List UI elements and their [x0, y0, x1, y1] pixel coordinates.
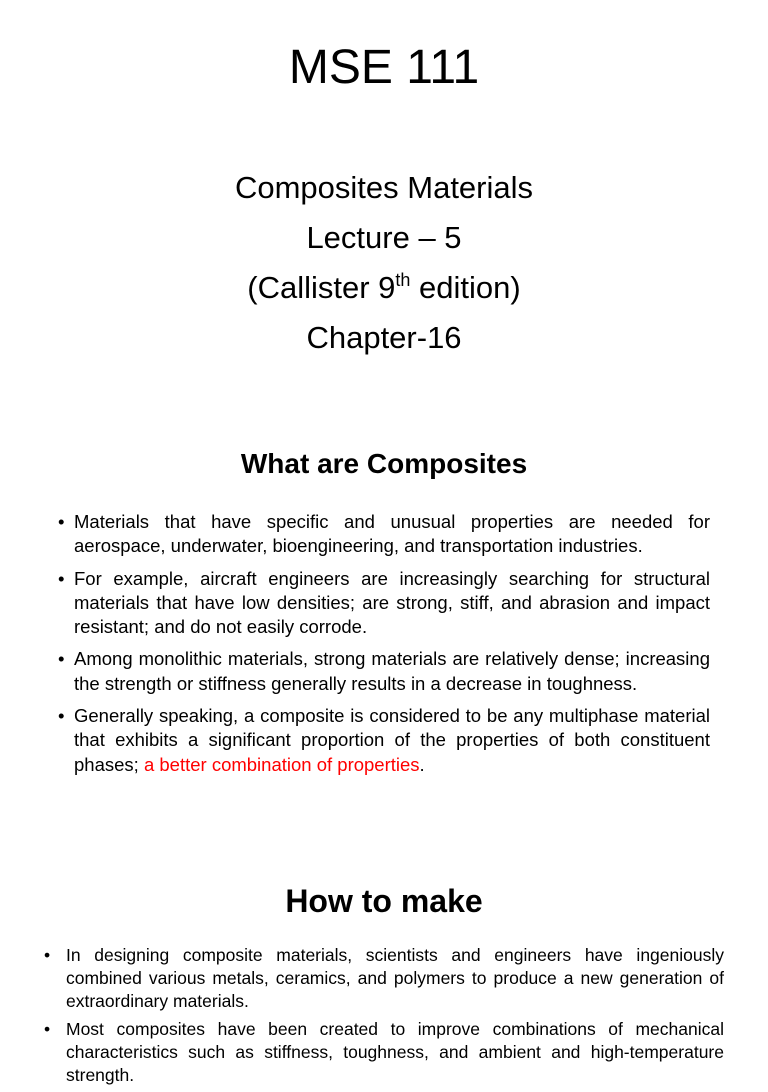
bullet-marker: •	[58, 705, 65, 727]
list-item	[58, 510, 710, 559]
bullet-text: Generally speaking, a composite is considered to be any multiphase material that exhibits a significant proportion of the properties of both constituent phases;	[74, 705, 710, 775]
subject-line: Composites Materials	[234, 170, 534, 205]
bullet-text: For example, aircraft engineers are increasingly searching for structural materials that have low densities; are strong, stiff, and abrasion and impact resistant; and do not easily corrode.	[74, 567, 710, 638]
course-title: MSE 111	[288, 41, 480, 94]
textbook-suffix: edition)	[410, 270, 521, 305]
bullet-marker: •	[44, 945, 51, 965]
bullet-text: In designing composite materials, scientists and engineers have ingeniously combined various metals, ceramics, and polymers to produce a new generation of extraordinary materials.	[66, 945, 724, 1011]
lecture-info	[0, 163, 768, 363]
highlighted-text: a better combination of properties	[143, 753, 420, 775]
bullet-text: Among monolithic materials, strong materials are relatively dense; increasing the strength or stiffness generally results in a decrease in toughness.	[74, 648, 710, 694]
bullet-marker: •	[58, 567, 65, 589]
bullet-text-end: .	[419, 753, 425, 775]
bullet-text: Most composites have been created to improve combinations of mechanical characteristics such as stiffness, toughness, and ambient and high-temperature strength.	[66, 1019, 724, 1085]
what-are-composites-slide	[0, 430, 768, 860]
list-item	[58, 704, 710, 777]
bullet-marker: •	[58, 648, 65, 670]
how-to-make-slide	[0, 860, 768, 1085]
bullet-list	[58, 510, 710, 785]
list-item	[44, 944, 724, 1013]
list-item	[44, 1018, 724, 1087]
bullet-text: Materials that have specific and unusual properties are needed for aerospace, underwater, bioengineering, and transportation industries.	[74, 511, 710, 557]
textbook-superscript: th	[395, 270, 411, 290]
bullet-list	[44, 944, 724, 1092]
textbook-prefix: (Callister 9	[247, 270, 396, 305]
title-slide	[0, 0, 768, 420]
list-item	[58, 647, 710, 696]
textbook-line	[0, 263, 768, 313]
section-title: What are Composites	[240, 448, 528, 479]
chapter-line: Chapter-16	[306, 320, 462, 355]
section-title: How to make	[285, 883, 483, 919]
bullet-marker: •	[44, 1019, 51, 1039]
lecture-number-line: Lecture – 5	[306, 220, 462, 255]
list-item	[58, 567, 710, 640]
bullet-marker: •	[58, 511, 65, 532]
